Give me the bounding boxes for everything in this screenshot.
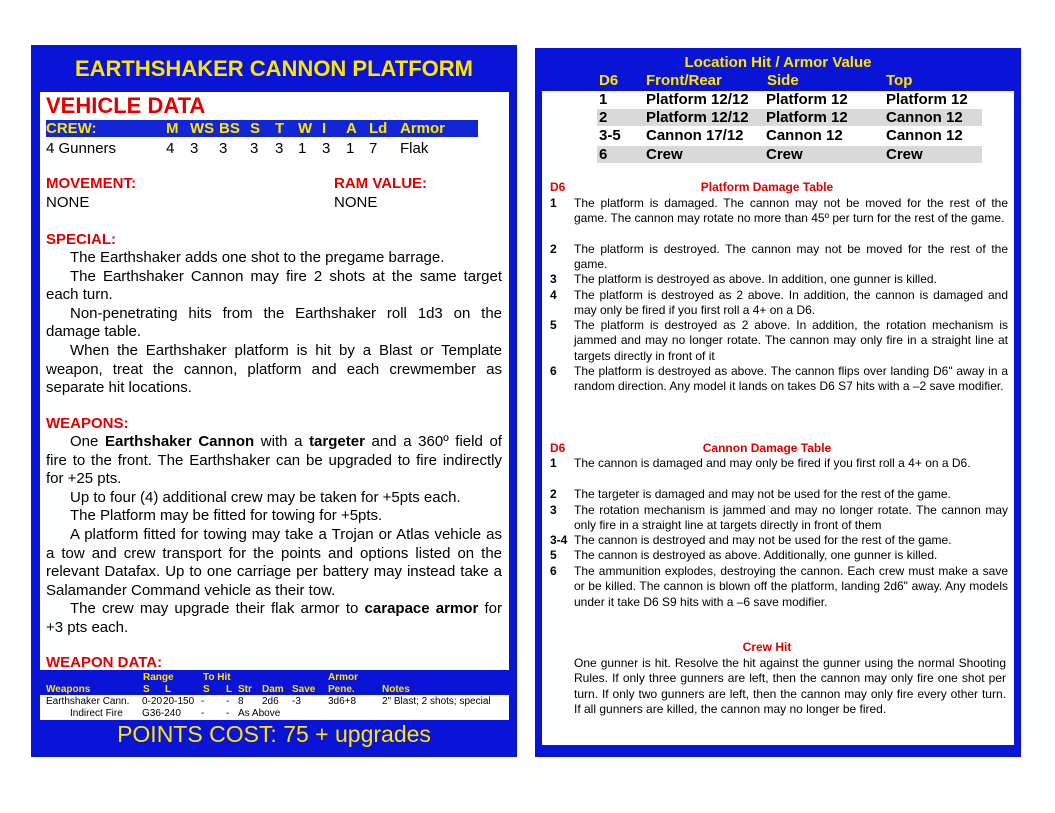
crew-header: WS	[190, 120, 215, 137]
crew-value: Flak	[400, 140, 429, 157]
cannon-damage-row: 5 The cannon is destroyed as above. Additionally, one gunner is killed.	[550, 548, 938, 562]
crew-header: I	[322, 120, 327, 137]
cannon-damage-row: 2 The targeter is damaged and may not be used for the rest of the game.	[550, 487, 951, 501]
crew-header: Ld	[369, 120, 388, 137]
crew-value: 3	[190, 140, 199, 157]
crew-header-bar	[46, 120, 478, 137]
movement-value: NONE	[46, 194, 90, 211]
weapon-option: A platform fitted for towing may take a Trojan or Atlas vehicle as a tow and crew transport for the points and options listed on the relevant Datafax. Up to one carriage per battery may instead take a Salamander Command vehicle as their tow.	[46, 525, 502, 599]
card-title: EARTHSHAKER CANNON PLATFORM	[74, 56, 474, 81]
movement-label: MOVEMENT:	[46, 175, 136, 192]
cannon-damage-row: 3-4 The cannon is destroyed and may not be used for the rest of the game.	[550, 533, 952, 547]
crew-values-row	[46, 140, 478, 158]
cannon-damage-row: 3 The rotation mechanism is jammed and may no longer rotate. The cannon may only fire in a straight line at targets directly in front of them	[550, 503, 1008, 533]
special-section	[46, 249, 502, 398]
location-row: 2 Platform 12/12 Platform 12 Cannon 12	[597, 109, 982, 126]
ram-value: NONE	[334, 194, 378, 211]
crew-header: S	[250, 120, 261, 137]
weapons-section	[46, 433, 502, 638]
crew-value: 3	[275, 140, 284, 157]
weapon-option: The crew may upgrade their flak armor to carapace armor for +3 pts each.	[46, 600, 502, 636]
crew-header: W	[298, 120, 313, 137]
ram-value-label: RAM VALUE:	[334, 175, 428, 192]
crew-value: 1	[298, 140, 307, 157]
vehicle-data-heading: VEHICLE DATA	[46, 93, 206, 118]
points-cost: POINTS COST: 75 + upgrades	[117, 721, 431, 747]
special-rule: When the Earthshaker platform is hit by a Blast or Template weapon, treat the cannon, platform and each crewmember as separate hit locations.	[46, 341, 502, 397]
location-row: 3-5 Cannon 17/12 Cannon 12 Cannon 12	[599, 127, 963, 144]
weapon-option: Up to four (4) additional crew may be taken for +5pts each.	[70, 488, 461, 506]
special-label: SPECIAL:	[46, 231, 117, 248]
special-rule: Non-penetrating hits from the Earthshaker roll 1d3 on the damage table.	[46, 304, 502, 341]
crew-header: T	[275, 120, 285, 137]
location-row: 6 Crew Crew Crew	[597, 146, 982, 163]
crew-value: 3	[322, 140, 331, 157]
platform-damage-row: 3 The platform is destroyed as above. In addition, one gunner is killed.	[550, 272, 937, 286]
crew-hit-text: One gunner is hit. Resolve the hit against the gunner using the normal Shooting Rules. If only three gunners are left, then the cannon may only fire one shot per turn. If only two gunners are left, then the cannon may only fire every other turn. If all gunners are killed, the cannon may no longer be fired.	[574, 656, 1006, 717]
crew-value: 1	[346, 140, 355, 157]
crew-value: 3	[250, 140, 259, 157]
cannon-d6-label: D6	[550, 441, 566, 455]
special-rule: The Earthshaker adds one shot to the pregame barrage.	[70, 249, 445, 266]
crew-header: Armor	[400, 120, 446, 137]
cannon-damage-title: Cannon Damage Table	[702, 441, 832, 455]
platform-damage-row: 6 The platform is destroyed as above. The cannon flips over landing D6" away in a random direction. Any model it lands on takes D6 S7 hits with a –2 save modifier.	[550, 364, 1008, 394]
platform-damage-row: 5 The platform is destroyed as 2 above. In addition, the rotation mechanism is jammed and may no longer rotate. The cannon may only fire in a straight line at targets directly in front of it	[550, 318, 1008, 363]
location-title: Location Hit / Armor Value	[684, 54, 872, 71]
crew-value: 4 Gunners	[46, 140, 117, 157]
platform-damage-row: 2 The platform is destroyed. The cannon may not be moved for the rest of the game.	[550, 242, 1008, 272]
platform-damage-row: 1 The platform is damaged. The cannon may not be moved for the rest of the game. The cannon may rotate no more than 45º per turn for the rest of the game.	[550, 196, 1008, 226]
weapon-data-label: WEAPON DATA:	[46, 654, 163, 671]
crew-value: 7	[369, 140, 378, 157]
platform-damage-title: Platform Damage Table	[700, 180, 834, 194]
crew-header: CREW:	[46, 120, 97, 137]
weapon-option: One Earthshaker Cannon with a targeter and a 360º field of fire to the front. The Earthshaker can be upgraded to fire indirectly for +25 pts.	[46, 433, 502, 488]
crew-value: 4	[166, 140, 175, 157]
crew-value: 3	[219, 140, 228, 157]
cannon-damage-row: 1 The cannon is damaged and may only be fired if you first roll a 4+ on a D6.	[550, 456, 971, 470]
platform-d6-label: D6	[550, 180, 566, 194]
location-row: 1 Platform 12/12 Platform 12 Platform 12	[599, 91, 968, 108]
cannon-damage-row: 6 The ammunition explodes, destroying the cannon. Each crew must make a save or be killed. The cannon is blown off the platform, landing 2d6" away. Any models under it take D6 S9 hits with a –6 save modifier.	[550, 564, 1008, 609]
weapon-option: The Platform may be fitted for towing for +5pts.	[70, 507, 383, 525]
crew-header: BS	[219, 120, 240, 137]
crew-header: A	[346, 120, 357, 137]
platform-damage-row: 4 The platform is destroyed as 2 above. In addition, the cannon is damaged and may only be fired if you first roll a 4+ on a D6.	[550, 288, 1008, 318]
special-rule: The Earthshaker Cannon may fire 2 shots at the same target each turn.	[46, 267, 502, 304]
crew-hit-title: Crew Hit	[742, 640, 792, 654]
crew-header: M	[166, 120, 179, 137]
weapons-label: WEAPONS:	[46, 415, 129, 432]
